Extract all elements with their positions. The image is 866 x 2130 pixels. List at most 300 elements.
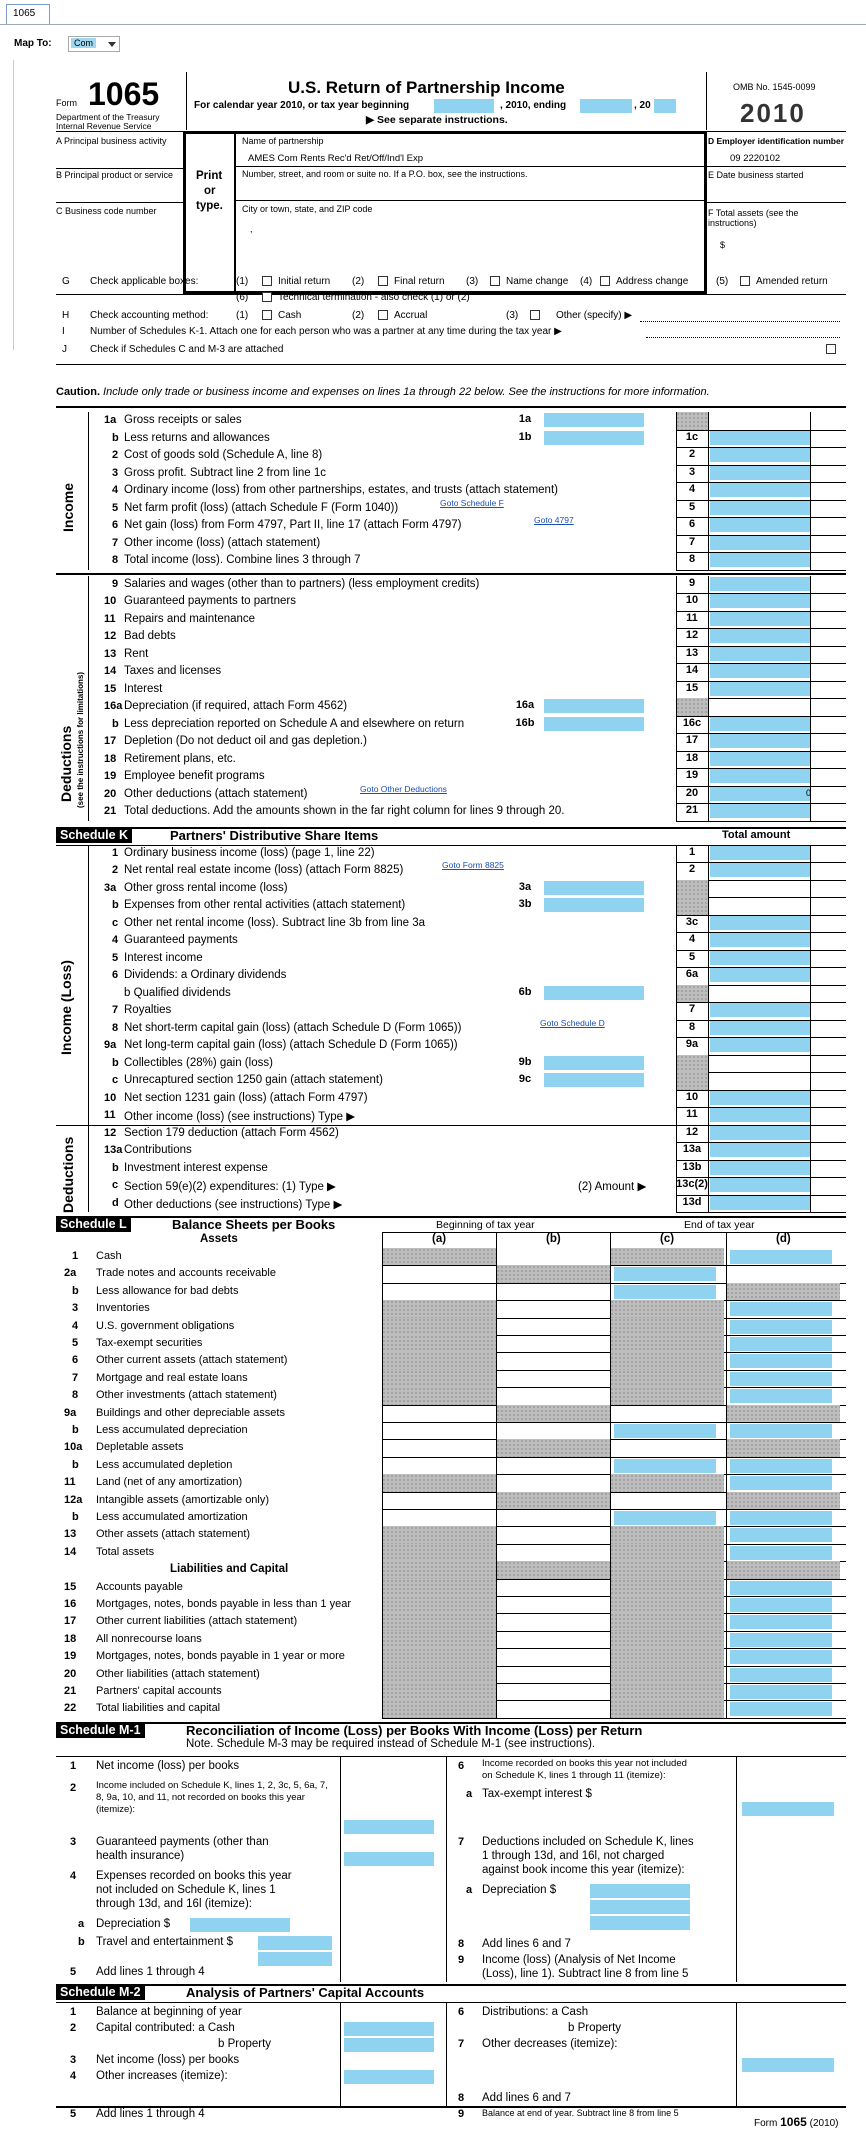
schedule-k-field-2[interactable] bbox=[710, 863, 810, 877]
m1-r6-num: 6 bbox=[458, 1759, 465, 1772]
h-letter: H bbox=[62, 310, 70, 321]
schedule-l-field-b[interactable] bbox=[614, 1511, 716, 1525]
caution bbox=[56, 386, 710, 398]
schedule-l-label: Mortgages, notes, bonds payable in 1 year or more bbox=[96, 1650, 345, 1663]
schedule-l-shade bbox=[382, 1248, 496, 1265]
schedule-l-label: Other current assets (attach statement) bbox=[96, 1354, 288, 1367]
name-change-checkbox[interactable] bbox=[490, 276, 500, 286]
m1-l1-label: Net income (loss) per books bbox=[96, 1759, 240, 1772]
m1-l5-num: 5 bbox=[70, 1965, 77, 1978]
deductions-field-13[interactable] bbox=[710, 647, 810, 661]
schedule-l-field-2a[interactable] bbox=[614, 1267, 716, 1281]
schedule-l-label: Less accumulated depletion bbox=[96, 1458, 233, 1471]
g4-num: (4) bbox=[580, 276, 593, 287]
m2-other-increases-field[interactable] bbox=[344, 2070, 434, 2084]
type-word: type. bbox=[196, 200, 223, 212]
rule bbox=[56, 1756, 846, 1757]
schedule-l-shade bbox=[610, 1648, 724, 1665]
schedule-l-num: 9a bbox=[64, 1406, 77, 1419]
col-header-2: (c) bbox=[660, 1233, 675, 1245]
income-field-3[interactable] bbox=[710, 466, 810, 480]
schedule-l-shade bbox=[610, 1370, 724, 1387]
label-c: C Business code number bbox=[56, 206, 157, 216]
schedule-k-field-5[interactable] bbox=[710, 951, 810, 965]
schedule-k-label: Net long-term capital gain (loss) (attach Schedule D (Form 1065)) bbox=[124, 1039, 458, 1051]
accrual-method-label: Accrual bbox=[394, 310, 428, 321]
rule bbox=[340, 2002, 341, 2106]
schedule-l-label: Land (net of any amortization) bbox=[96, 1476, 243, 1489]
tax-year-prefix: For calendar year 2010, or tax year beginning bbox=[194, 100, 410, 111]
deductions-label: Interest bbox=[124, 682, 163, 695]
income-field-5[interactable] bbox=[710, 501, 810, 515]
deductions-field-20[interactable] bbox=[710, 787, 810, 801]
schedule-k-field-3a[interactable] bbox=[544, 881, 644, 895]
income-num: 2 bbox=[112, 449, 119, 461]
total-amount-header: Total amount bbox=[722, 828, 791, 841]
schedule-k-box-2: 2 bbox=[688, 863, 696, 875]
schedule-l-shade bbox=[610, 1579, 724, 1596]
schedule-l-shade bbox=[610, 1335, 724, 1352]
schedule-l-field-22[interactable] bbox=[730, 1702, 832, 1716]
deductions-field-19[interactable] bbox=[710, 769, 810, 783]
schedule-k-num: c bbox=[112, 1074, 119, 1086]
schedule-l-field-4[interactable] bbox=[730, 1320, 832, 1334]
m1-r6-label-b: on Schedule K, lines 1 through 11 (itemize): bbox=[482, 1769, 666, 1781]
m2-cash-field[interactable] bbox=[344, 2022, 434, 2036]
deductions-label: Other deductions (attach statement) bbox=[124, 787, 308, 800]
deductions-num: 10 bbox=[104, 595, 117, 607]
schedule-l-label: Other investments (attach statement) bbox=[96, 1389, 277, 1402]
m1-r7-dep-field[interactable] bbox=[590, 1884, 690, 1898]
schedule-k-num: 10 bbox=[104, 1091, 117, 1104]
schedule-k-field-3b[interactable] bbox=[544, 898, 644, 912]
schedule-l-net-field[interactable] bbox=[730, 1511, 832, 1525]
schedule-k-label: Expenses from other rental activities (attach statement) bbox=[124, 899, 406, 911]
rule bbox=[706, 72, 707, 130]
deductions-field-17[interactable] bbox=[710, 734, 810, 748]
deductions-box-19: 19 bbox=[685, 769, 699, 781]
schedule-l-shade bbox=[726, 1405, 840, 1422]
g1-num: (1) bbox=[236, 276, 249, 287]
schedule-l-field-21[interactable] bbox=[730, 1685, 832, 1699]
goto-4797-link[interactable]: Goto 4797 bbox=[534, 515, 574, 525]
m1-travel-field-2[interactable] bbox=[258, 1952, 332, 1966]
schedule-l-shade bbox=[382, 1335, 496, 1352]
m1-r6-field[interactable] bbox=[742, 1802, 834, 1816]
m1-r8-label: Add lines 6 and 7 bbox=[482, 1937, 571, 1950]
schedule-k-label: Other income (loss) (see instructions) Type ▶ bbox=[124, 1111, 356, 1123]
schedule-k-field-4[interactable] bbox=[710, 933, 810, 947]
deductions-num: 20 bbox=[104, 787, 117, 800]
schedule-k-field-13b[interactable] bbox=[710, 1161, 810, 1175]
rule bbox=[56, 827, 846, 829]
schedule-k-shade bbox=[676, 880, 708, 898]
deductions-vrule bbox=[708, 576, 709, 821]
deductions-field-21[interactable] bbox=[710, 804, 810, 818]
schedule-k-field-9b[interactable] bbox=[544, 1056, 644, 1070]
schedule-l-shade bbox=[382, 1683, 496, 1700]
schedule-k-label: Net section 1231 gain (loss) (attach Form 4797) bbox=[124, 1091, 368, 1104]
j-label: Check if Schedules C and M-3 are attached bbox=[90, 344, 284, 355]
schedule-l-net-field[interactable] bbox=[730, 1424, 832, 1438]
income-num: 5 bbox=[112, 501, 119, 514]
m1-r7-label-a: Deductions included on Schedule K, lines bbox=[482, 1835, 694, 1848]
m1-r9-label-a: Income (loss) (Analysis of Net Income bbox=[482, 1953, 676, 1966]
m1-l4-label-b: not included on Schedule K, lines 1 bbox=[96, 1883, 276, 1896]
schedule-l-label: Tax-exempt securities bbox=[96, 1337, 203, 1349]
income-field-1a[interactable] bbox=[544, 413, 644, 427]
k-deductions-side-label: Deductions bbox=[60, 1136, 76, 1213]
schedule-m1-note: Note. Schedule M-3 may be required instead of Schedule M-1 (see instructions). bbox=[186, 1737, 596, 1750]
schedule-k-num: 3a bbox=[104, 881, 117, 894]
m2-l3-num: 3 bbox=[70, 2053, 77, 2066]
schedule-l-shade bbox=[382, 1631, 496, 1648]
m2-l2-label: Capital contributed: a Cash bbox=[96, 2021, 235, 2034]
m1-l1-num: 1 bbox=[70, 1759, 77, 1772]
tax-year-begin-field[interactable] bbox=[434, 99, 494, 113]
schedule-l-shade bbox=[610, 1561, 724, 1578]
schedule-k-box-9c: 9c bbox=[518, 1073, 532, 1085]
m1-l2-field[interactable] bbox=[344, 1820, 434, 1834]
schedule-l-label: Less accumulated amortization bbox=[96, 1511, 248, 1523]
m1-r6-label-a: Income recorded on books this year not included bbox=[482, 1757, 687, 1769]
deductions-num: 15 bbox=[104, 682, 117, 695]
schedule-l-num: 5 bbox=[72, 1337, 79, 1349]
label-e: E Date business started bbox=[708, 170, 804, 180]
m1-r7-dep-field-2[interactable] bbox=[590, 1900, 690, 1914]
income-field-4[interactable] bbox=[710, 483, 810, 497]
schedule-k-label: Net rental real estate income (loss) (attach Form 8825) bbox=[124, 864, 404, 876]
chevron-down-icon bbox=[108, 42, 116, 47]
schedule-k-tag: Schedule K bbox=[56, 827, 132, 843]
schedule-k-box-10: 10 bbox=[685, 1090, 699, 1103]
schedule-l-field-5[interactable] bbox=[730, 1337, 832, 1351]
income-side-label: Income bbox=[60, 482, 76, 532]
income-box-1a: 1a bbox=[518, 413, 532, 425]
deductions-label: Salaries and wages (other than to partners) (less employment credits) bbox=[124, 577, 480, 590]
m1-depreciation-field[interactable] bbox=[190, 1918, 290, 1932]
m2-property-field[interactable] bbox=[344, 2038, 434, 2052]
accrual-method-checkbox[interactable] bbox=[378, 310, 388, 320]
schedule-k-box-9b: 9b bbox=[518, 1055, 532, 1068]
income-vrule bbox=[676, 412, 677, 570]
schedule-l-field-14[interactable] bbox=[730, 1546, 832, 1560]
m1-r7-dep-field-3[interactable] bbox=[590, 1916, 690, 1930]
schedule-l-num: 8 bbox=[72, 1389, 79, 1402]
schedule-l-shade bbox=[610, 1474, 724, 1491]
schedule-l-field-1[interactable] bbox=[730, 1250, 832, 1264]
label-a: A Principal business activity bbox=[56, 136, 167, 146]
income-field-8[interactable] bbox=[710, 553, 810, 567]
cash-method-checkbox[interactable] bbox=[262, 310, 272, 320]
deductions-field-15[interactable] bbox=[710, 682, 810, 696]
address-change-checkbox[interactable] bbox=[600, 276, 610, 286]
income-field-2[interactable] bbox=[710, 448, 810, 462]
deductions-label: Repairs and maintenance bbox=[124, 612, 256, 625]
schedule-l-field-b[interactable] bbox=[614, 1285, 716, 1299]
tax-year-end-field[interactable] bbox=[580, 99, 632, 113]
income-field-1c[interactable] bbox=[710, 431, 810, 445]
schedule-l-shade bbox=[610, 1613, 724, 1630]
rule bbox=[56, 573, 846, 575]
omb-number: OMB No. 1545-0099 bbox=[733, 82, 816, 92]
schedule-k-field-7[interactable] bbox=[710, 1003, 810, 1017]
schedule-k-num: 11 bbox=[104, 1109, 116, 1121]
schedule-l-field-17[interactable] bbox=[730, 1615, 832, 1629]
schedule-l-field-16[interactable] bbox=[730, 1598, 832, 1612]
schedule-l-num: 13 bbox=[64, 1528, 77, 1541]
schedule-k-num: b bbox=[112, 1161, 119, 1174]
schedule-l-label: Buildings and other depreciable assets bbox=[96, 1406, 285, 1419]
tax-year-end-yy-field[interactable] bbox=[654, 99, 676, 113]
footer-form: Form bbox=[754, 2118, 778, 2129]
technical-termination-checkbox[interactable] bbox=[262, 292, 272, 302]
col-header-1: (b) bbox=[546, 1233, 561, 1245]
dept-treasury: Department of the Treasury bbox=[56, 112, 160, 122]
schedule-l-num: 2a bbox=[64, 1267, 77, 1280]
schedule-k-box-3a: 3a bbox=[518, 880, 532, 893]
schedule-k-label: Royalties bbox=[124, 1004, 172, 1016]
schedule-k-field-11[interactable] bbox=[710, 1108, 810, 1122]
schedule-k-label: Section 59(e)(2) expenditures: (1) Type ▶ bbox=[124, 1181, 336, 1193]
m1-travel-field[interactable] bbox=[258, 1936, 332, 1950]
m1-r7-num: 7 bbox=[458, 1835, 465, 1848]
partnership-name-field[interactable]: AMES Com Rents Rec'd Ret/Off/Ind'l Exp bbox=[248, 153, 424, 164]
rule bbox=[446, 1756, 447, 1982]
goto-form-8825-link[interactable]: Goto Form 8825 bbox=[442, 860, 504, 870]
schedule-l-field-7[interactable] bbox=[730, 1372, 832, 1386]
initial-return-checkbox[interactable] bbox=[262, 276, 272, 286]
schedule-k-label: Unrecaptured section 1250 gain (attach statement) bbox=[124, 1074, 383, 1086]
schedule-l-label: All nonrecourse loans bbox=[96, 1632, 202, 1645]
schedule-k-box-13c(2): 13c(2) bbox=[676, 1178, 708, 1190]
schedule-l-field-20[interactable] bbox=[730, 1668, 832, 1682]
schedule-k-field-8[interactable] bbox=[710, 1021, 810, 1035]
schedule-k-box-12: 12 bbox=[685, 1125, 699, 1138]
m2-r9-label: Balance at end of year. Subtract line 8 from line 5 bbox=[482, 2107, 679, 2118]
schedule-l-label: Mortgage and real estate loans bbox=[96, 1371, 248, 1384]
m2-r6-num: 6 bbox=[458, 2005, 465, 2018]
tab-divider bbox=[0, 24, 866, 25]
label-d: D Employer identification number bbox=[708, 136, 845, 146]
schedule-l-num: 21 bbox=[64, 1685, 77, 1697]
schedule-l-num: 6 bbox=[72, 1354, 79, 1367]
rule bbox=[446, 2002, 447, 2106]
schedule-l-field-3[interactable] bbox=[730, 1302, 832, 1316]
schedule-l-num: 7 bbox=[72, 1371, 79, 1384]
m1-l4-label-c: through 13d, and 16l (itemize): bbox=[96, 1897, 252, 1910]
schedule-l-field-13[interactable] bbox=[730, 1528, 832, 1542]
deductions-field-16c[interactable] bbox=[710, 717, 810, 731]
rule bbox=[186, 72, 187, 130]
rule bbox=[56, 2002, 846, 2003]
schedule-k-field-13c(2)[interactable] bbox=[710, 1178, 810, 1192]
k1-count-line[interactable] bbox=[646, 337, 840, 338]
schedule-k-label: Contributions bbox=[124, 1144, 192, 1156]
rule bbox=[610, 1232, 611, 1718]
deductions-field-16a[interactable] bbox=[544, 699, 644, 713]
schedule-k-field-10[interactable] bbox=[710, 1091, 810, 1105]
rule bbox=[382, 1232, 383, 1718]
schedule-l-field-6[interactable] bbox=[730, 1354, 832, 1368]
deductions-field-10[interactable] bbox=[710, 594, 810, 608]
income-field-1b[interactable] bbox=[544, 431, 644, 445]
deductions-box-16b: 16b bbox=[515, 716, 535, 729]
schedule-k-num: c bbox=[112, 916, 119, 929]
schedule-l-label: Other liabilities (attach statement) bbox=[96, 1667, 260, 1680]
deductions-num: b bbox=[112, 717, 119, 730]
schedule-l-label: Less accumulated depreciation bbox=[96, 1424, 248, 1436]
schedule-l-net-field[interactable] bbox=[730, 1459, 832, 1473]
deductions-label: Rent bbox=[124, 647, 149, 660]
amended-return-label: Amended return bbox=[756, 276, 828, 287]
deductions-label: Employee benefit programs bbox=[124, 770, 265, 782]
schedule-l-num: b bbox=[72, 1284, 79, 1297]
schedule-l-shade bbox=[610, 1318, 724, 1335]
other-method-label: Other (specify) ▶ bbox=[556, 310, 633, 321]
ein-field[interactable]: 09 2220102 bbox=[730, 153, 781, 164]
schedule-k-field-9a[interactable] bbox=[710, 1038, 810, 1052]
schedule-k-box-13d: 13d bbox=[682, 1195, 702, 1208]
income-vrule bbox=[708, 412, 709, 570]
schedule-k-field-13a[interactable] bbox=[710, 1143, 810, 1157]
schedule-l-num: 4 bbox=[72, 1319, 79, 1332]
m1-l2-label: Income included on Schedule K, lines 1, 2, 3c, 5, 6a, 7, 8, 9a, 10, and 11, not recorded on books this year (itemize): bbox=[96, 1779, 328, 1815]
schedule-k-field-13d[interactable] bbox=[710, 1196, 810, 1210]
schedule-l-num: 18 bbox=[64, 1632, 77, 1645]
deductions-field-12[interactable] bbox=[710, 629, 810, 643]
m1-l4b-label: Travel and entertainment $ bbox=[96, 1935, 234, 1948]
deductions-box-14: 14 bbox=[685, 664, 699, 676]
income-box-6: 6 bbox=[688, 518, 696, 530]
col-header-3: (d) bbox=[776, 1233, 791, 1245]
schedule-k-box-11: 11 bbox=[686, 1108, 698, 1120]
schedule-k-field-6b[interactable] bbox=[544, 986, 644, 1000]
income-box-5: 5 bbox=[688, 500, 696, 513]
schedule-k-num: 6 bbox=[112, 969, 119, 981]
goto-other-deductions-link[interactable]: Goto Other Deductions bbox=[360, 783, 447, 794]
name-change-label: Name change bbox=[506, 276, 569, 287]
m2-r7-label: Other decreases (itemize): bbox=[482, 2037, 618, 2050]
label-f: F Total assets (see the instructions) bbox=[708, 208, 799, 228]
h1-num: (1) bbox=[236, 310, 249, 321]
m1-l4-num: 4 bbox=[70, 1869, 77, 1882]
city-field[interactable]: , bbox=[250, 224, 253, 234]
i-letter: I bbox=[62, 326, 65, 337]
schedule-l-field-19[interactable] bbox=[730, 1650, 832, 1664]
schedule-k-field-9c[interactable] bbox=[544, 1073, 644, 1087]
m2-l4-label: Other increases (itemize): bbox=[96, 2069, 228, 2082]
schedule-l-shade bbox=[726, 1492, 840, 1509]
deductions-num: 18 bbox=[104, 752, 117, 765]
schedule-k-field-6a[interactable] bbox=[710, 968, 810, 982]
schedule-l-field-15[interactable] bbox=[730, 1581, 832, 1595]
other-method-checkbox[interactable] bbox=[530, 310, 540, 320]
g-label: Check applicable boxes: bbox=[90, 276, 199, 287]
rule bbox=[234, 131, 236, 294]
schedule-l-label: Inventories bbox=[96, 1302, 150, 1315]
map-to-select[interactable] bbox=[68, 36, 120, 52]
deductions-field-18[interactable] bbox=[710, 752, 810, 766]
m2-l1-label: Balance at beginning of year bbox=[96, 2005, 242, 2018]
schedule-k-num: 2 bbox=[112, 864, 119, 876]
income-field-6[interactable] bbox=[710, 518, 810, 532]
schedule-k-label: Guaranteed payments bbox=[124, 934, 238, 946]
schedule-k-label: Collectibles (28%) gain (loss) bbox=[124, 1056, 273, 1069]
schedule-k-vrule bbox=[676, 845, 677, 1213]
schedule-k-field-12[interactable] bbox=[710, 1126, 810, 1140]
deductions-label: Depletion (Do not deduct oil and gas depletion.) bbox=[124, 735, 367, 747]
caution-text: Include only trade or business income and expenses on lines 1a through 22 below. See the instructions for more information. bbox=[100, 386, 710, 398]
income-box-2: 2 bbox=[688, 448, 696, 460]
deductions-vrule bbox=[676, 576, 677, 821]
schedule-k-field-1[interactable] bbox=[710, 846, 810, 860]
income-shade bbox=[676, 412, 708, 430]
schedule-k-vrule bbox=[708, 845, 709, 1213]
deductions-num: 16a bbox=[104, 700, 123, 712]
form-tab-1065[interactable]: 1065 bbox=[6, 4, 50, 24]
m1-r6a-num: a bbox=[466, 1787, 473, 1800]
schedule-l-num: 12a bbox=[64, 1493, 83, 1506]
schedule-k-label: b Qualified dividends bbox=[124, 986, 231, 999]
left-frame-bar bbox=[0, 60, 14, 350]
m1-l4-label-a: Expenses recorded on books this year bbox=[96, 1869, 292, 1882]
goto-schedule-d-link[interactable]: Goto Schedule D bbox=[540, 1017, 605, 1028]
schedule-k-label: Investment interest expense bbox=[124, 1161, 268, 1174]
schedule-l-field-11[interactable] bbox=[730, 1476, 832, 1490]
m2-l2b-label: b Property bbox=[218, 2037, 272, 2050]
income-label: Net gain (loss) from Form 4797, Part II, line 17 (attach Form 4797) bbox=[124, 519, 462, 531]
schedule-l-field-18[interactable] bbox=[730, 1633, 832, 1647]
deductions-field-9[interactable] bbox=[710, 577, 810, 591]
schedule-k-num: d bbox=[112, 1196, 119, 1209]
m1-l3-label-a: Guaranteed payments (other than bbox=[96, 1835, 269, 1848]
rule bbox=[236, 166, 705, 167]
schedule-l-num: 14 bbox=[64, 1545, 77, 1558]
m1-l3-field[interactable] bbox=[344, 1852, 434, 1866]
rule bbox=[56, 168, 184, 169]
schedule-k-label: Section 179 deduction (attach Form 4562) bbox=[124, 1126, 339, 1139]
deductions-field-14[interactable] bbox=[710, 664, 810, 678]
m2-l1-num: 1 bbox=[70, 2005, 77, 2018]
rule bbox=[88, 576, 89, 821]
m1-r9-label-b: (Loss), line 1). Subtract line 8 from line 5 bbox=[482, 1967, 689, 1980]
deductions-field-16b[interactable] bbox=[544, 717, 644, 731]
schedule-l-shade bbox=[382, 1370, 496, 1387]
deductions-field-11[interactable] bbox=[710, 612, 810, 626]
income-label: Gross profit. Subtract line 2 from line 1c bbox=[124, 466, 326, 479]
schedule-k-vrule bbox=[810, 845, 811, 1213]
deductions-limitations-note: (see the instructions for limitations) bbox=[76, 671, 85, 808]
schedules-c-m3-checkbox[interactable] bbox=[826, 344, 836, 354]
amended-return-checkbox[interactable] bbox=[740, 276, 750, 286]
schedule-k-field-3c[interactable] bbox=[710, 916, 810, 930]
label-b: B Principal product or service bbox=[56, 170, 174, 180]
g2-num: (2) bbox=[352, 276, 365, 287]
schedule-l-shade bbox=[496, 1265, 610, 1282]
schedule-l-field-8[interactable] bbox=[730, 1389, 832, 1403]
goto-schedule-f-link[interactable]: Goto Schedule F bbox=[440, 497, 504, 508]
income-field-7[interactable] bbox=[710, 536, 810, 550]
schedule-l-field-b[interactable] bbox=[614, 1459, 716, 1473]
schedule-m1-tag: Schedule M-1 bbox=[56, 1722, 145, 1738]
schedule-l-field-b[interactable] bbox=[614, 1424, 716, 1438]
m2-other-decreases-field[interactable] bbox=[742, 2058, 834, 2072]
schedule-l-num: 11 bbox=[64, 1476, 76, 1489]
schedule-k-shade bbox=[676, 897, 708, 915]
final-return-checkbox[interactable] bbox=[378, 276, 388, 286]
m1-l4a-label: Depreciation $ bbox=[96, 1917, 171, 1930]
